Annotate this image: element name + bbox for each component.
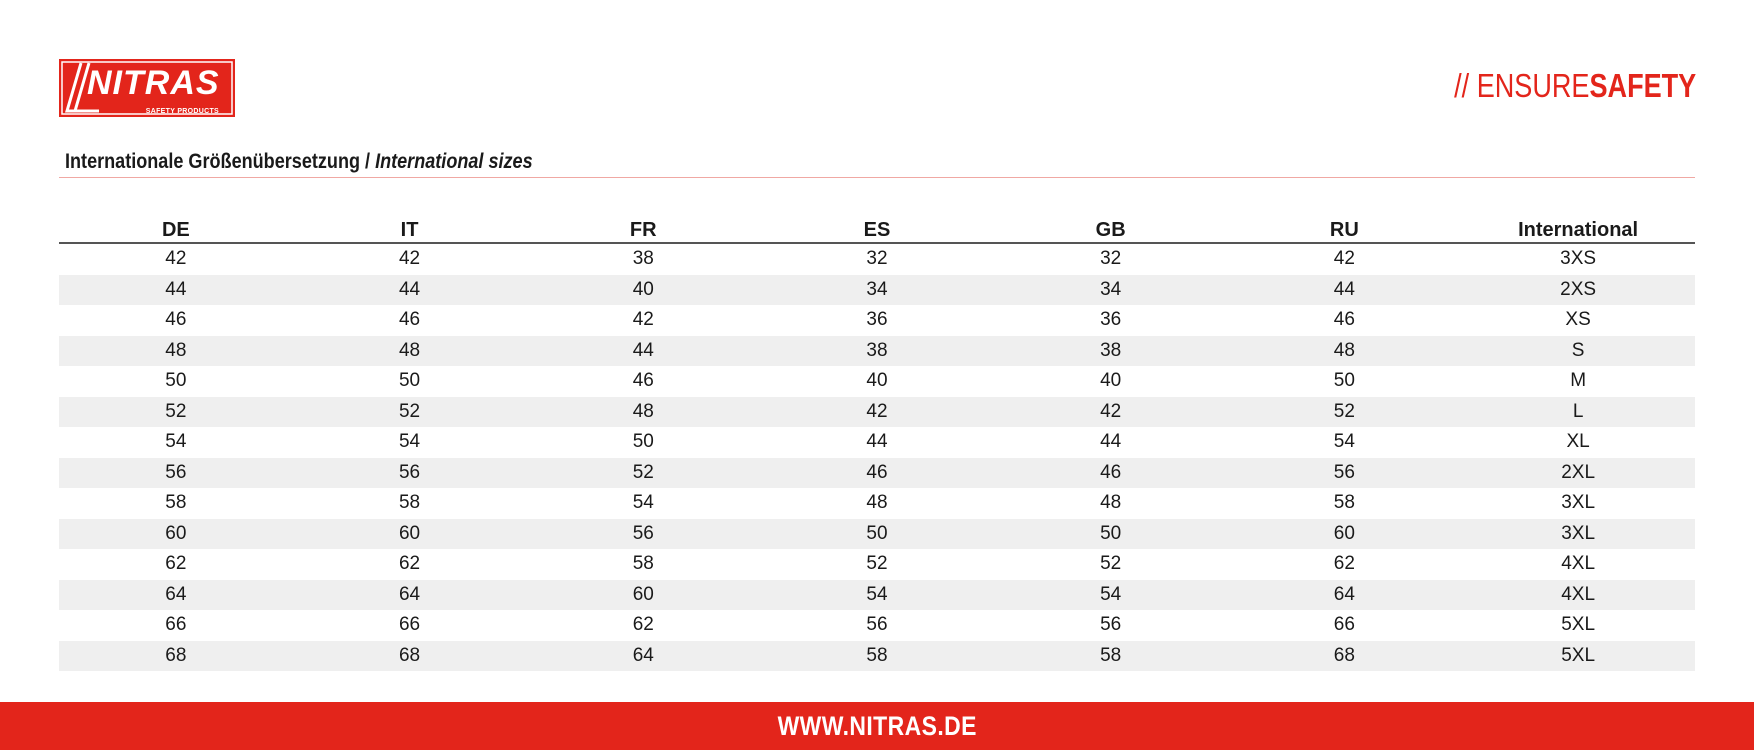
- table-cell: 64: [293, 580, 527, 611]
- table-body: [59, 243, 1695, 671]
- table-cell: XS: [1565, 309, 1591, 331]
- column-header-de: DE: [59, 214, 293, 243]
- table-cell: 60: [293, 519, 527, 550]
- table-cell: 52: [1100, 553, 1122, 575]
- table-cell: 42: [165, 248, 187, 270]
- table-cell: 46: [398, 309, 421, 331]
- table-cell: 50: [632, 431, 654, 453]
- table-cell: 62: [165, 553, 187, 575]
- table-cell: 44: [1228, 275, 1462, 306]
- table-cell: 58: [165, 492, 187, 514]
- table-cell: S: [1461, 336, 1695, 367]
- slogan: [1454, 66, 1696, 106]
- table-cell: 68: [1228, 641, 1462, 672]
- size-conversion-table: [59, 214, 1695, 671]
- table-cell: 42: [760, 397, 994, 428]
- table-cell: 54: [632, 492, 654, 514]
- table-cell: 56: [1228, 458, 1462, 489]
- table-cell: 40: [866, 370, 888, 392]
- title-german: Internationale Größenübersetzung /: [65, 150, 376, 173]
- table-cell: 66: [1333, 614, 1355, 636]
- table-cell: 44: [59, 275, 293, 306]
- table-cell: 50: [165, 370, 187, 392]
- table-cell: 48: [526, 397, 760, 428]
- table-cell: 54: [398, 431, 421, 453]
- table-cell: XL: [1566, 431, 1590, 453]
- table-cell: 50: [398, 370, 421, 392]
- column-header-fr: FR: [526, 214, 760, 243]
- title-divider: [59, 177, 1695, 178]
- table-cell: 66: [165, 614, 187, 636]
- table-cell: 54: [760, 580, 994, 611]
- table-cell: 48: [866, 492, 888, 514]
- table-cell: 54: [165, 431, 187, 453]
- table-cell: 60: [59, 519, 293, 550]
- table-cell: 52: [1228, 397, 1462, 428]
- table-cell: 44: [526, 336, 760, 367]
- website-link[interactable]: WWW.NITRAS.DE: [777, 710, 977, 741]
- footer-bar: [0, 702, 1754, 750]
- table-cell: 64: [1228, 580, 1462, 611]
- table-row: [59, 641, 1695, 672]
- table-cell: 34: [994, 275, 1228, 306]
- logo-subtext: SAFETY PRODUCTS: [145, 108, 219, 115]
- column-header-international: International: [1461, 214, 1695, 243]
- table-row: [59, 488, 1695, 519]
- table-cell: 38: [994, 336, 1228, 367]
- table-cell: 48: [59, 336, 293, 367]
- table-cell: 50: [760, 519, 994, 550]
- table-cell: 5XL: [1461, 641, 1695, 672]
- table-cell: 3XL: [1461, 519, 1695, 550]
- table-row: [59, 366, 1695, 397]
- table-cell: 68: [293, 641, 527, 672]
- table-cell: 62: [398, 553, 421, 575]
- page-title: [65, 148, 533, 176]
- table-cell: 3XS: [1560, 248, 1597, 270]
- column-header-gb: GB: [994, 214, 1228, 243]
- table-cell: 36: [1100, 309, 1122, 331]
- table-cell: 38: [632, 248, 654, 270]
- table-row: [59, 610, 1695, 641]
- table-cell: 56: [59, 458, 293, 489]
- table-cell: 40: [526, 275, 760, 306]
- table-cell: 48: [1228, 336, 1462, 367]
- table-cell: 50: [994, 519, 1228, 550]
- nitras-logo: [59, 59, 235, 117]
- table-cell: 52: [293, 397, 527, 428]
- table-cell: 58: [760, 641, 994, 672]
- table-cell: 42: [632, 309, 654, 331]
- table-cell: 58: [994, 641, 1228, 672]
- table-row: [59, 458, 1695, 489]
- table-cell: 50: [1333, 370, 1355, 392]
- table-cell: 44: [1100, 431, 1122, 453]
- logo-wordmark: NITRAS: [87, 64, 220, 102]
- table-cell: 38: [760, 336, 994, 367]
- table-cell: 3XL: [1561, 492, 1596, 514]
- table-cell: 62: [1333, 553, 1355, 575]
- slogan-emphasis: SAFETY: [1589, 67, 1696, 104]
- table-cell: 52: [526, 458, 760, 489]
- table-cell: L: [1461, 397, 1695, 428]
- column-header-ru: RU: [1228, 214, 1462, 243]
- table-cell: 32: [1100, 248, 1122, 270]
- table-cell: 60: [526, 580, 760, 611]
- table-cell: 56: [526, 519, 760, 550]
- table-cell: 46: [632, 370, 654, 392]
- table-cell: 56: [866, 614, 888, 636]
- table-cell: 5XL: [1561, 614, 1596, 636]
- table-cell: 58: [398, 492, 421, 514]
- table-cell: 32: [866, 248, 888, 270]
- title-english: International sizes: [375, 150, 533, 173]
- table-cell: 44: [293, 275, 527, 306]
- column-header-es: ES: [760, 214, 994, 243]
- table-cell: 46: [165, 309, 187, 331]
- table-cell: 68: [59, 641, 293, 672]
- table-cell: 46: [994, 458, 1228, 489]
- column-header-it: IT: [293, 214, 527, 243]
- table-row: [59, 519, 1695, 550]
- table-cell: 4XL: [1561, 553, 1596, 575]
- table-row: [59, 427, 1695, 458]
- table-cell: 36: [866, 309, 888, 331]
- table-cell: 46: [760, 458, 994, 489]
- table-cell: 2XL: [1461, 458, 1695, 489]
- table-cell: 42: [398, 248, 421, 270]
- table-cell: 56: [1100, 614, 1122, 636]
- table-cell: 48: [293, 336, 527, 367]
- table-cell: 66: [398, 614, 421, 636]
- table-cell: 46: [1333, 309, 1355, 331]
- table-cell: 64: [59, 580, 293, 611]
- table-cell: M: [1570, 370, 1587, 392]
- table-row: [59, 549, 1695, 580]
- table-cell: 42: [1333, 248, 1355, 270]
- table-cell: 54: [1333, 431, 1355, 453]
- table-row: [59, 336, 1695, 367]
- table-cell: 34: [760, 275, 994, 306]
- table-cell: 52: [866, 553, 888, 575]
- table-cell: 42: [994, 397, 1228, 428]
- table-cell: 52: [59, 397, 293, 428]
- table-cell: 4XL: [1461, 580, 1695, 611]
- table-cell: 48: [1100, 492, 1122, 514]
- table-cell: 60: [1228, 519, 1462, 550]
- table-row: [59, 305, 1695, 336]
- table-header-row: [59, 214, 1695, 243]
- table-cell: 54: [994, 580, 1228, 611]
- slogan-prefix: // ENSURE: [1453, 67, 1590, 104]
- table-cell: 62: [632, 614, 654, 636]
- table-row: [59, 580, 1695, 611]
- table-cell: 58: [1333, 492, 1355, 514]
- table-cell: 64: [526, 641, 760, 672]
- table-cell: 2XS: [1461, 275, 1695, 306]
- table-row: [59, 243, 1695, 275]
- table-cell: 44: [866, 431, 888, 453]
- table-cell: 58: [632, 553, 654, 575]
- table-row: [59, 397, 1695, 428]
- table-cell: 56: [293, 458, 527, 489]
- table-row: [59, 275, 1695, 306]
- table-cell: 40: [1100, 370, 1122, 392]
